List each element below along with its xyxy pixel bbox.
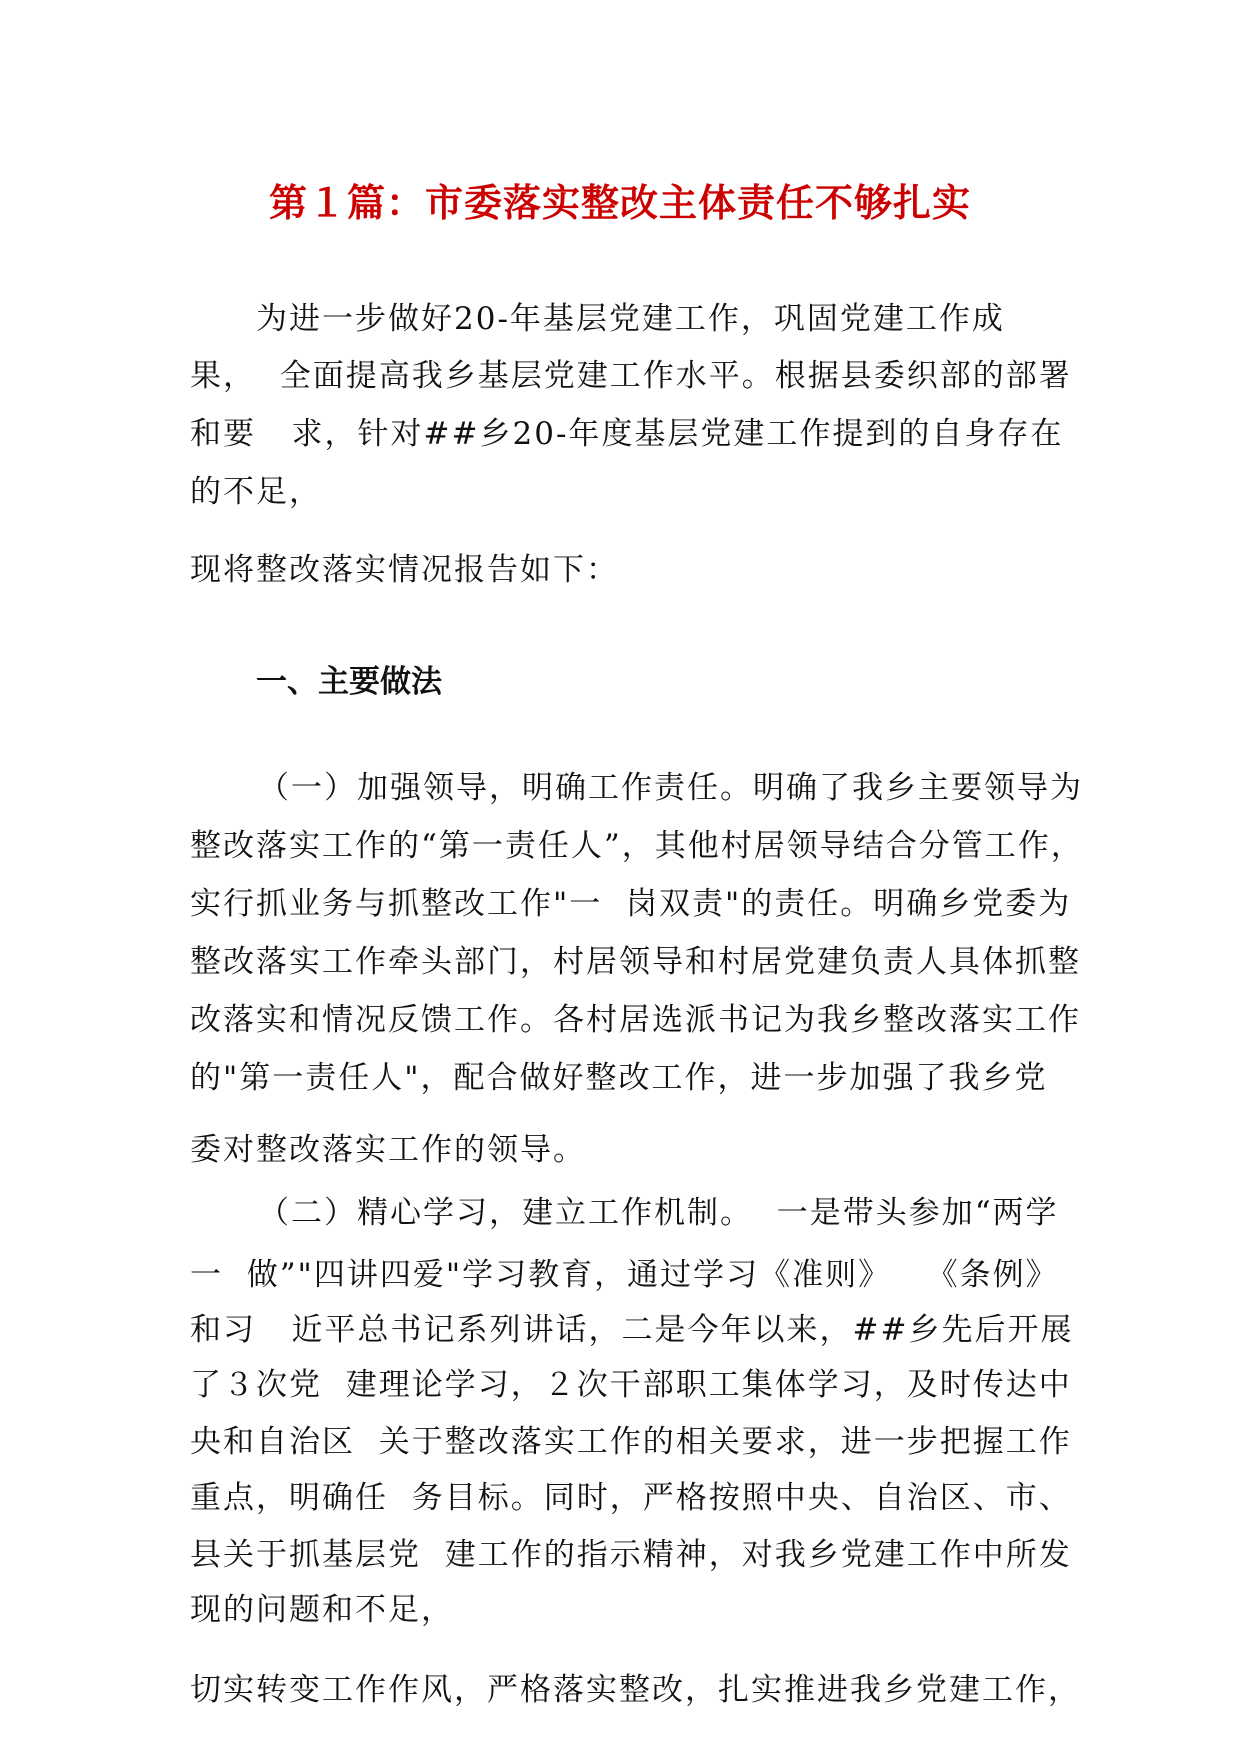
para2-line-2: 一 做”"四讲四爱"学习教育，通过学习《准则》 《条例》 [190,1257,1059,1293]
intro-line-3: 和要 求，针对##乡20-年度基层党建工作提到的自身存在 [190,416,1064,452]
para2-line-3: 和习 近平总书记系列讲话，二是今年以来，##乡先后开展 [190,1312,1074,1348]
para1-line-3: 实行抓业务与抓整改工作"一 岗双责"的责任。明确乡党委为 [190,886,1072,922]
intro-line-2: 果， 全面提高我乡基层党建工作水平。根据县委织部的部署 [190,358,1072,394]
para1-line-6: 的"第一责任人"，配合做好整改工作，进一步加强了我乡党 [190,1060,1048,1096]
para2-line-5: 央和自治区 关于整改落实工作的相关要求，进一步把握工作 [190,1424,1072,1460]
para1-line-1: （一）加强领导，明确工作责任。明确了我乡主要领导为 [258,770,1083,806]
intro-line-4: 的不足， [190,474,322,510]
para1-line-4: 整改落实工作牵头部门，村居领导和村居党建负责人具体抓整 [190,944,1081,980]
para1-line-7: 委对整改落实工作的领导。 [190,1132,586,1168]
para2-line-4: 了３次党 建理论学习，２次干部职工集体学习，及时传达中 [190,1367,1072,1403]
para2-line-8: 现的问题和不足， [190,1592,454,1628]
para1-line-2: 整改落实工作的“第一责任人”，其他村居领导结合分管工作， [190,828,1084,864]
para2-line-6: 重点，明确任 务目标。同时，严格按照中央、自治区、市、 [190,1480,1072,1516]
intro-line-1: 为进一步做好20-年基层党建工作，巩固党建工作成 [256,301,1005,337]
intro-tail: 现将整改落实情况报告如下： [190,552,619,588]
para3-line-1: 切实转变工作作风，严格落实整改，扎实推进我乡党建工作， [190,1672,1081,1708]
para1-line-5: 改落实和情况反馈工作。各村居选派书记为我乡整改落实工作 [190,1002,1081,1038]
para2-line-1: （二）精心学习，建立工作机制。 一是带头参加“两学 [258,1195,1059,1231]
document-title: 第１篇：市委落实整改主体责任不够扎实 [268,180,971,225]
para2-line-7: 县关于抓基层党 建工作的指示精神，对我乡党建工作中所发 [190,1537,1072,1573]
section-heading: 一、主要做法 [256,664,442,700]
